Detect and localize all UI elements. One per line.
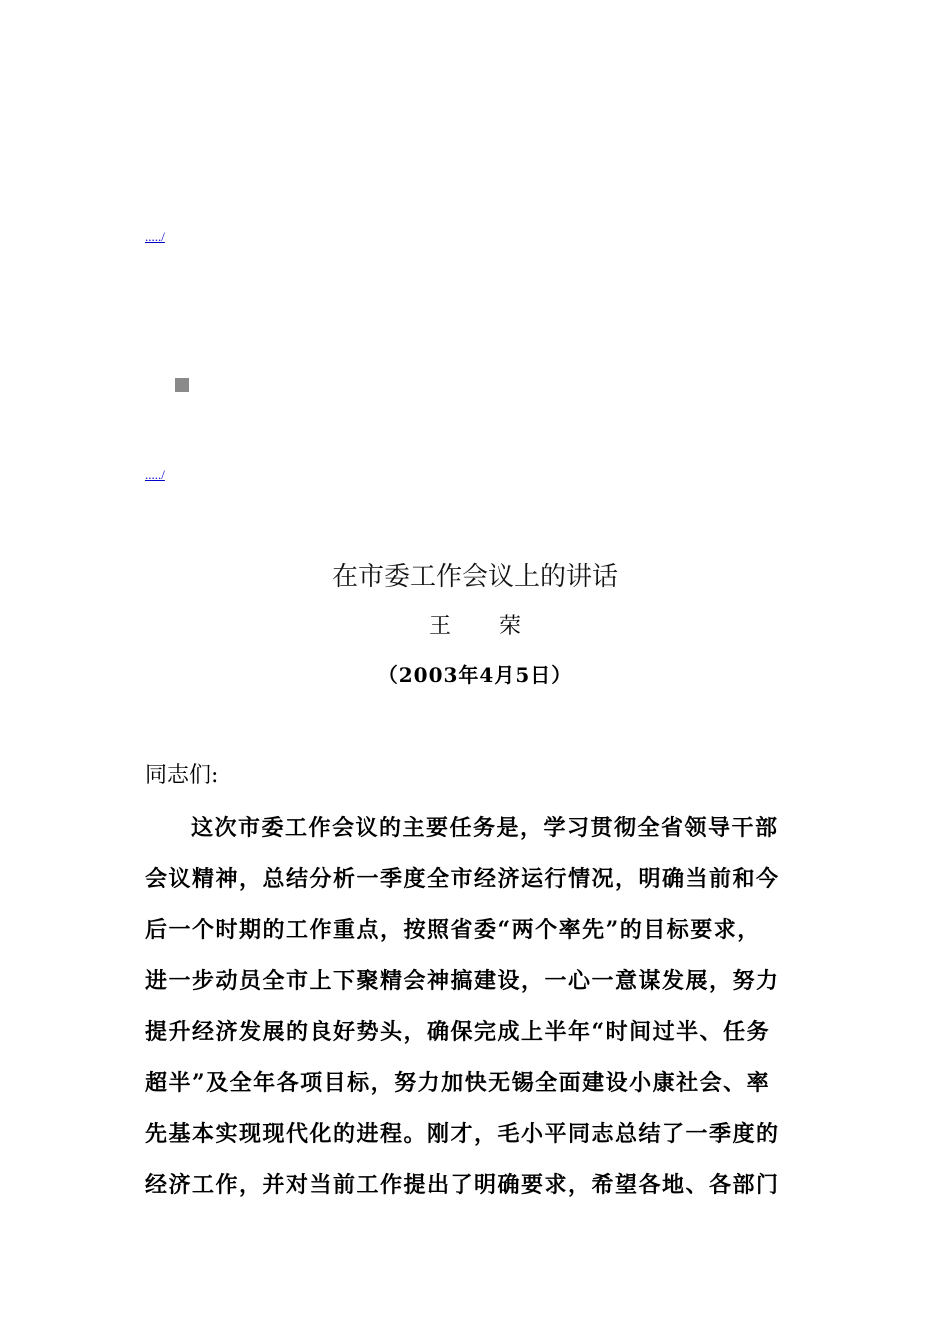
author-given-name: 王 — [428, 614, 451, 639]
document-date: （2003年4月5日） — [377, 663, 573, 687]
body-line: 会议精神，总结分析一季度全市经济运行情况，明确当前和今 — [145, 866, 780, 892]
link-top[interactable]: ...../ — [145, 229, 165, 244]
body-line: 进一步动员全市上下聚精会神搞建设，一心一意谋发展，努力 — [145, 968, 780, 994]
body-line: 这次市委工作会议的主要任务是，学习贯彻全省领导干部 — [191, 815, 779, 841]
document-title: 在市委工作会议上的讲话 — [331, 562, 618, 592]
body-line: 提升经济发展的良好势头，确保完成上半年“时间过半、任务 — [145, 1019, 771, 1045]
body-line: 经济工作，并对当前工作提出了明确要求，希望各地、各部门 — [145, 1172, 780, 1198]
author-name — [0, 612, 950, 642]
body-line: 超半”及全年各项目标，努力加快无锡全面建设小康社会、率 — [145, 1070, 771, 1096]
author-family-name: 荣 — [499, 614, 522, 639]
body-paragraph — [145, 808, 805, 1216]
salutation: 同志们: — [145, 763, 219, 788]
body-line: 先基本实现现代化的进程。刚才，毛小平同志总结了一季度的 — [145, 1121, 780, 1147]
link-middle[interactable]: ...../ — [145, 467, 165, 482]
square-bullet-icon — [175, 378, 189, 392]
body-line: 后一个时期的工作重点，按照省委“两个率先”的目标要求， — [145, 917, 761, 943]
